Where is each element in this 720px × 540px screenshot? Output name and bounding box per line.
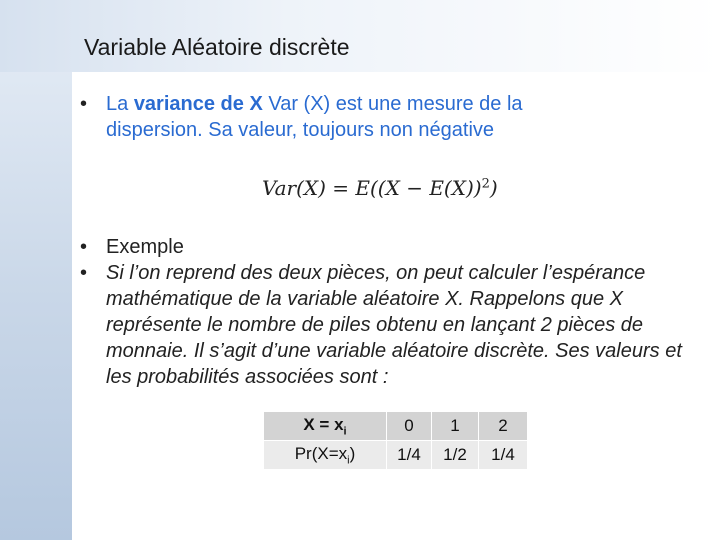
row2-label-sub: i (347, 454, 350, 467)
table-row-values (264, 412, 528, 441)
bullet-symbol: • (80, 93, 88, 115)
table-cell: 1/4 (387, 441, 432, 470)
variance-line1-rest: Var (X) est une mesure de la (262, 93, 523, 115)
bullet-variance (80, 91, 710, 143)
formula-closing: ) (489, 176, 498, 200)
table-row-probabilities (264, 441, 528, 470)
formula-main: Var(X) = E((X − E(X)) (262, 176, 482, 200)
probability-table (263, 411, 528, 470)
bullet-symbol: • (80, 262, 88, 284)
variance-formula (262, 176, 498, 200)
table-header-cell (264, 441, 387, 470)
row2-label-end: ) (349, 443, 356, 463)
variance-prefix: La (106, 93, 134, 115)
variance-term: variance de X (133, 93, 263, 115)
variance-line2: dispersion. Sa valeur, toujours non négative (106, 119, 495, 141)
table-header-cell (264, 412, 387, 441)
table-cell: 2 (479, 412, 528, 441)
bullet-example-text (80, 260, 710, 390)
example-paragraph: Si l’on reprend des deux pièces, on peut calculer l’espérance mathématique de la variable aléatoire X. Rappelons que X représente le nombre de piles obtenu en lançant 2 pièces de monnaie. Il s’agit d’une variable aléatoire discrète. Ses valeurs et les probabilités associées sont : (106, 262, 682, 388)
row1-label-sub: i (343, 425, 347, 438)
table-cell: 1 (432, 412, 479, 441)
left-decoration-band (0, 0, 72, 540)
bullet-symbol: • (80, 236, 88, 258)
table-cell: 0 (387, 412, 432, 441)
bullet-example-label (80, 234, 710, 260)
row1-label: X = x (303, 414, 344, 434)
slide-title: Variable Aléatoire discrète (84, 34, 350, 60)
table-cell: 1/2 (432, 441, 479, 470)
table-cell: 1/4 (479, 441, 528, 470)
example-label: Exemple (106, 236, 184, 258)
variance-definition (106, 91, 710, 143)
formula-exponent: 2 (481, 176, 490, 192)
row2-label: Pr(X=x (294, 443, 348, 463)
